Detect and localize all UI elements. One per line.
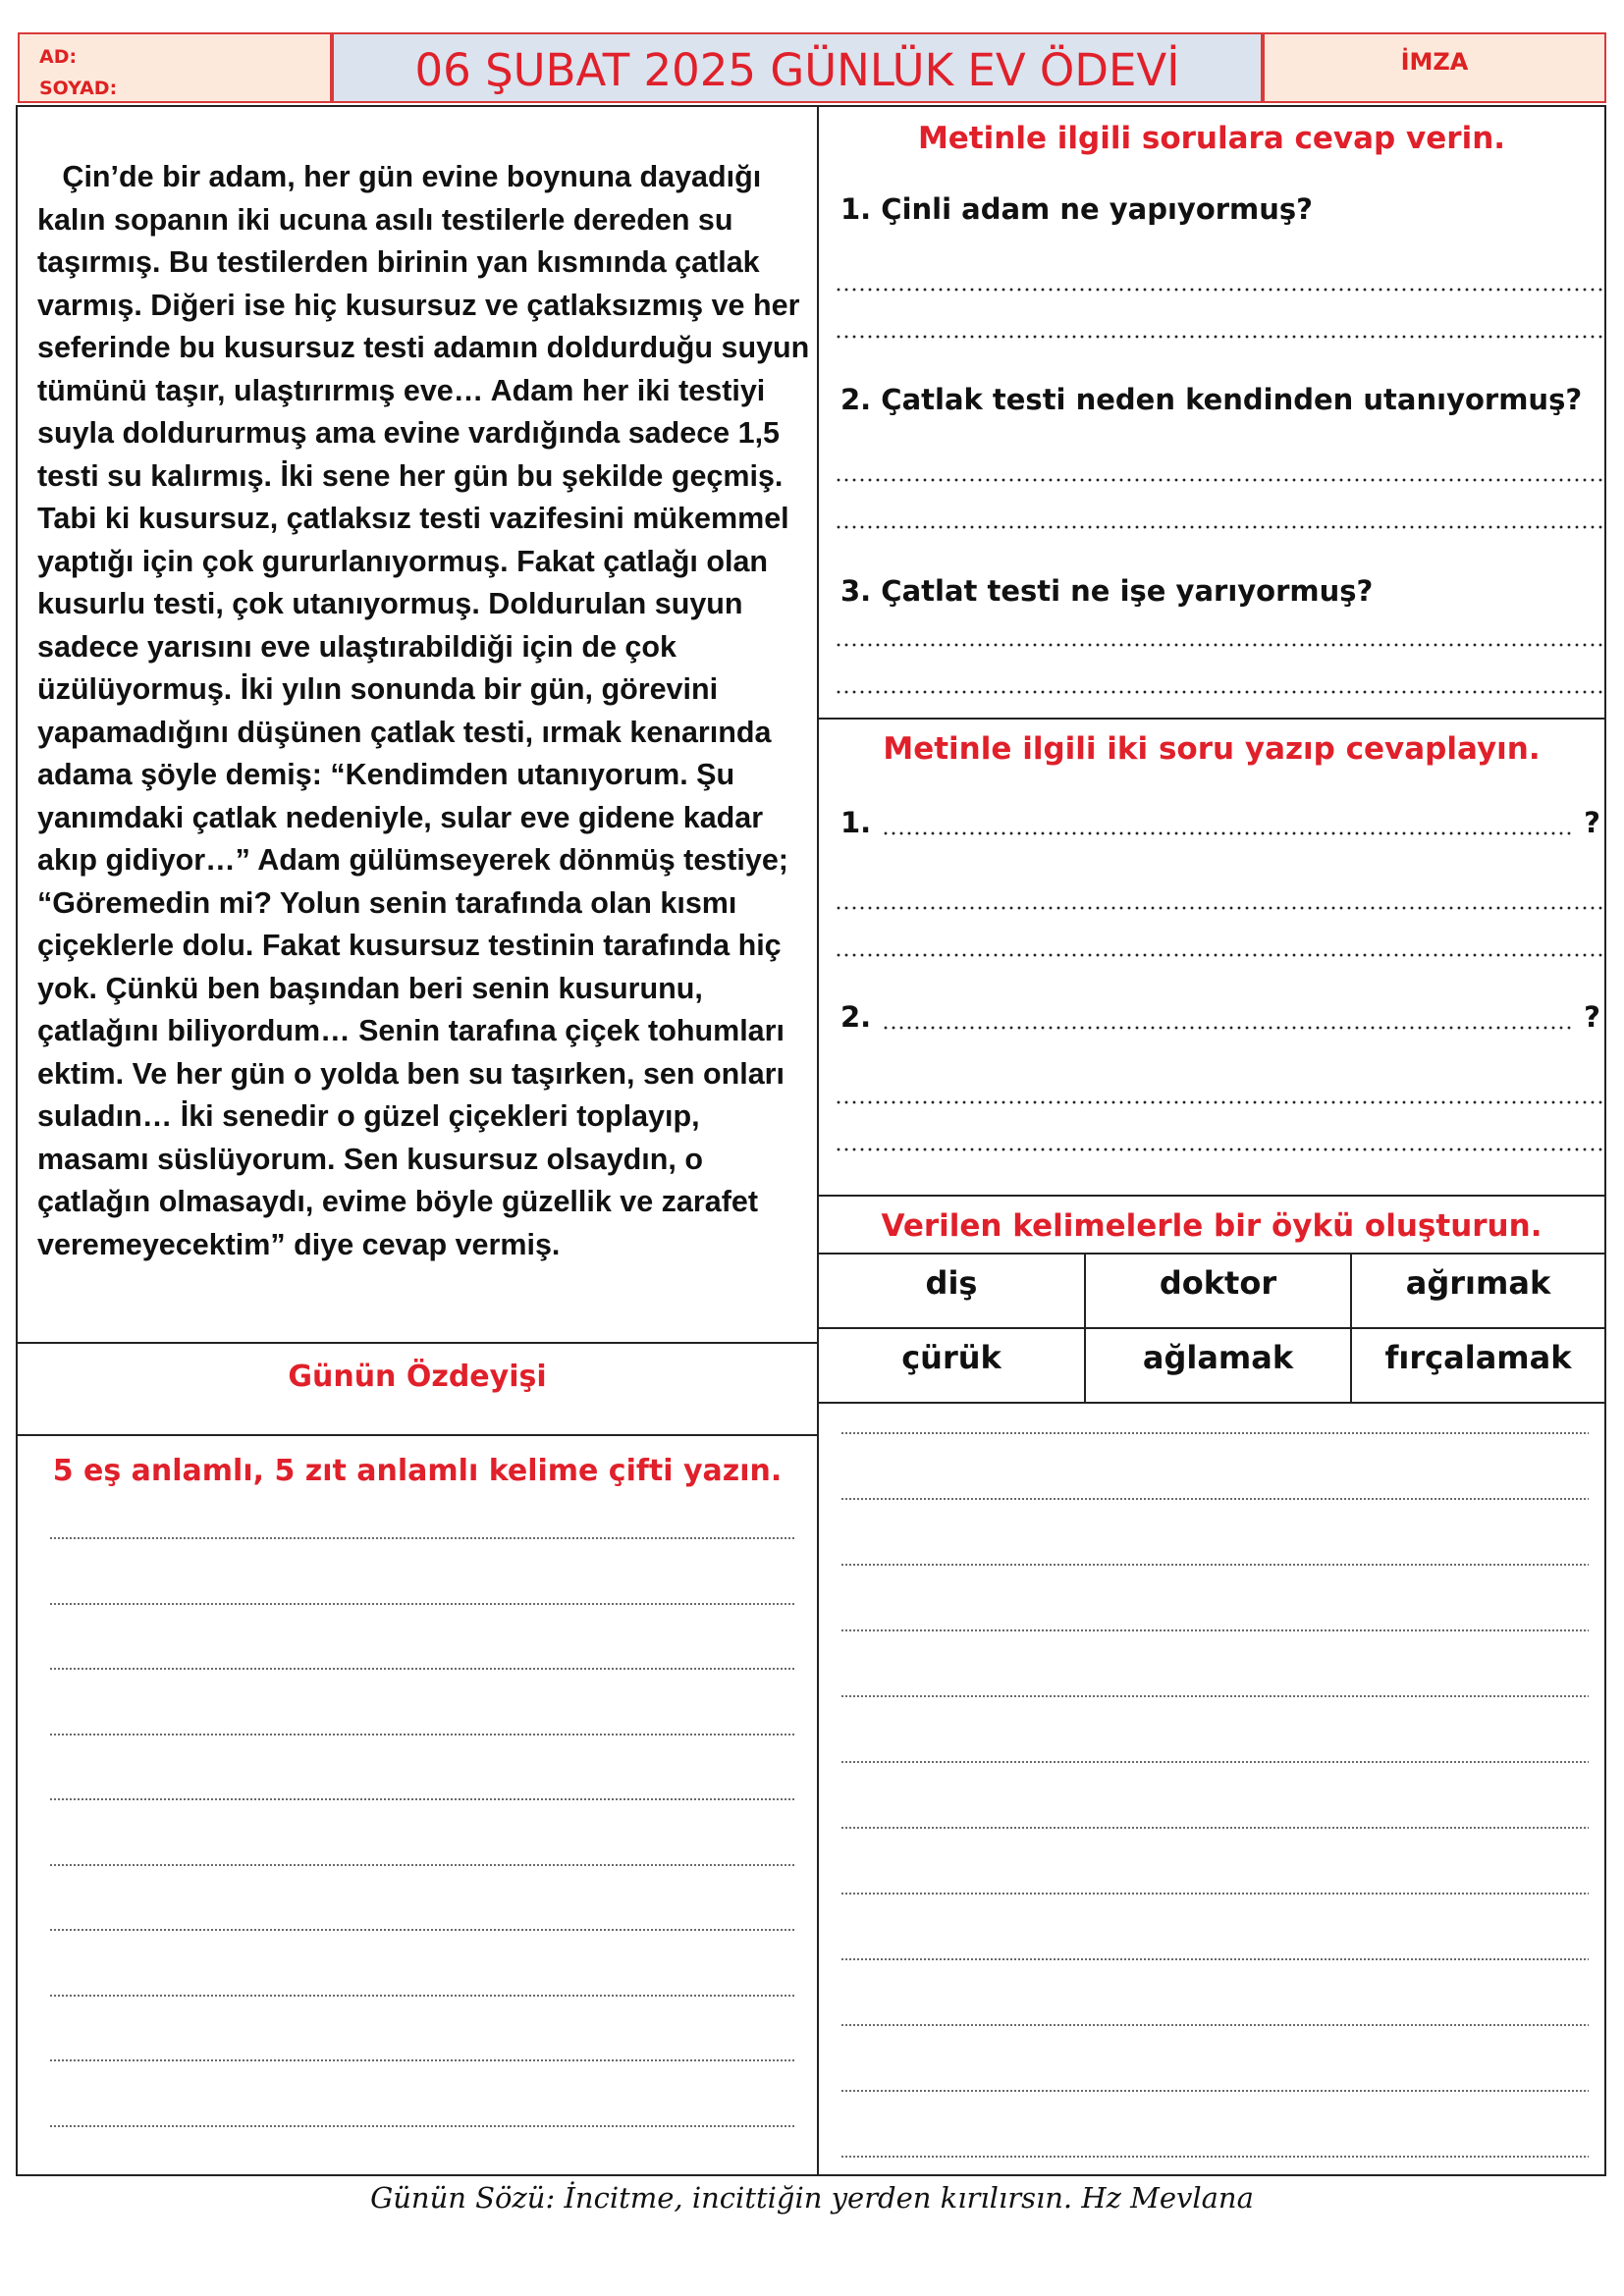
name-label: AD: — [39, 46, 78, 68]
story-words-section — [817, 1195, 1606, 2176]
story-line: veremeyecektim” diye cevap vermiş. — [37, 1227, 561, 1261]
story-line: kusurlu testi, çok utanıyormuş. Doldurulan suyun — [37, 587, 743, 620]
writing-line[interactable] — [49, 1995, 795, 1997]
story-line: sadece yarısını eve ulaştırabildiği için de çok — [37, 629, 677, 664]
word-cell: ağlamak — [1086, 1329, 1352, 1404]
answer-line[interactable] — [835, 643, 1604, 647]
signature-box — [1263, 32, 1606, 103]
writing-line[interactable] — [49, 2059, 795, 2061]
story-line: üzülüyormuş. İki yılın sonunda bir gün, görevini — [37, 672, 719, 706]
story-line: çatlağını biliyordum… Senin tarafına çiçek tohumları — [37, 1014, 785, 1047]
writing-line[interactable] — [49, 2125, 795, 2127]
story-line: tümünü taşır, ulaştırırmış eve… Adam her iki testiyi — [37, 373, 766, 407]
writing-line[interactable] — [49, 1668, 795, 1670]
question-mark: ? — [1584, 806, 1600, 839]
writing-line[interactable] — [49, 1864, 795, 1866]
story-line: “Göremedin mi? Yolun senin tarafında olan kısmı — [37, 885, 737, 920]
story-panel — [16, 105, 819, 1344]
writing-line[interactable] — [49, 1537, 795, 1539]
story-line: yanımdaki çatlak nedeniyle, sular eve gidene kadar — [37, 800, 764, 834]
own-questions-section-title: Metinle ilgili iki soru yazıp cevaplayın. — [883, 731, 1541, 767]
story-line: yaptığı için çok gururlanıyormuş. Fakat çatlağı olan — [37, 544, 769, 578]
writing-line[interactable] — [840, 2156, 1589, 2158]
writing-line[interactable] — [840, 1629, 1589, 1631]
answer-line[interactable] — [835, 335, 1604, 339]
own-question-1-number: 1. — [840, 806, 872, 839]
synonyms-section — [16, 1434, 819, 2176]
writing-line[interactable] — [840, 1498, 1589, 1500]
page-title: 06 ŞUBAT 2025 GÜNLÜK EV ÖDEVİ — [414, 44, 1180, 96]
word-grid — [819, 1253, 1604, 1404]
story-line: taşırmış. Bu testilerden birinin yan kısmında çatlak — [37, 245, 760, 279]
story-line: akıp gidiyor…” Adam gülümseyerek dönmüş testiye; — [37, 843, 788, 877]
answer-line[interactable] — [835, 1148, 1604, 1151]
story-line: testi su kalırmış. İki sene her gün bu şekilde geçmiş. — [37, 458, 784, 493]
signature-label: İMZA — [1400, 48, 1469, 76]
story-line: Çin’de bir adam, her gün evine boynuna dayadığı — [37, 160, 762, 193]
story-line: ektim. Ve her gün o yolda ben su taşırken, sen onları — [37, 1056, 785, 1091]
writing-line[interactable] — [49, 1734, 795, 1735]
name-box — [18, 32, 332, 103]
questions-section-title: Metinle ilgili sorulara cevap verin. — [917, 121, 1506, 156]
story-line: çatlağın olmasaydı, evime böyle güzellik ve zarafet — [37, 1185, 758, 1218]
writing-line[interactable] — [49, 1929, 795, 1931]
question-1: 1. Çinli adam ne yapıyormuş? — [840, 192, 1314, 226]
story-line: suyla doldururmuş ama evine vardığında sadece 1,5 — [37, 416, 781, 450]
answer-line[interactable] — [835, 953, 1604, 957]
word-cell: çürük — [819, 1329, 1086, 1404]
writing-line[interactable] — [840, 2090, 1589, 2092]
word-cell: doktor — [1086, 1255, 1352, 1329]
story-line: kalın sopanın iki ucuna asılı testilerle dereden su — [37, 202, 733, 237]
word-cell: ağrımak — [1352, 1255, 1604, 1329]
question-2: 2. Çatlak testi neden kendinden utanıyormuş? — [840, 383, 1583, 416]
story-line: seferinde bu kusursuz testi adamın doldurduğu suyun — [37, 331, 810, 364]
answer-line[interactable] — [835, 1100, 1604, 1104]
writing-line[interactable] — [49, 1603, 795, 1605]
own-questions-section — [817, 718, 1606, 1197]
quote-section-title: Günün Özdeyişi — [288, 1360, 547, 1394]
writing-line[interactable] — [840, 1695, 1589, 1697]
story-line: adama şöyle demiş: “Kendimden utanıyorum. Şu — [37, 758, 735, 791]
story-words-section-title: Verilen kelimelerle bir öykü oluşturun. — [881, 1208, 1543, 1244]
writing-line[interactable] — [840, 1827, 1589, 1829]
answer-line[interactable] — [835, 690, 1604, 694]
writing-line[interactable] — [840, 1564, 1589, 1566]
answer-line[interactable] — [835, 906, 1604, 910]
synonyms-section-title: 5 eş anlamlı, 5 zıt anlamlı kelime çifti yazın. — [52, 1454, 783, 1488]
quote-section — [16, 1342, 819, 1436]
surname-label: SOYAD: — [39, 78, 118, 99]
story-text — [37, 156, 823, 1266]
own-question-1-line[interactable] — [882, 831, 1571, 835]
writing-line[interactable] — [840, 1893, 1589, 1895]
answer-line[interactable] — [835, 478, 1604, 482]
story-line: Tabi ki kusursuz, çatlaksız testi vazifesini mükemmel — [37, 502, 789, 535]
own-question-2-line[interactable] — [882, 1026, 1571, 1030]
word-cell: diş — [819, 1255, 1086, 1329]
question-mark: ? — [1584, 1000, 1600, 1034]
answer-line[interactable] — [835, 525, 1604, 529]
story-line: varmış. Diğeri ise hiç kusursuz ve çatlaksızmış ve her — [37, 288, 800, 322]
story-line: masamı süslüyorum. Sen kusursuz olsaydın, o — [37, 1142, 703, 1176]
story-line: çiçeklerle dolu. Fakat kusursuz testinin tarafında hiç — [37, 929, 782, 962]
writing-line[interactable] — [840, 1761, 1589, 1763]
story-line: yapamadığını düşünen çatlak testi, ırmak kenarında — [37, 715, 772, 749]
writing-line[interactable] — [840, 2024, 1589, 2026]
writing-line[interactable] — [840, 1958, 1589, 1960]
questions-section — [817, 105, 1606, 720]
word-cell: fırçalamak — [1352, 1329, 1604, 1404]
story-line: suladın… İki senedir o güzel çiçekleri toplayıp, — [37, 1099, 700, 1133]
writing-line[interactable] — [840, 1432, 1589, 1434]
own-question-2-number: 2. — [840, 1000, 872, 1034]
writing-line[interactable] — [49, 1798, 795, 1800]
story-line: yok. Çünkü ben başından beri senin kusurunu, — [37, 971, 703, 1005]
question-3: 3. Çatlat testi ne işe yarıyormuş? — [840, 574, 1374, 608]
page-title-box — [332, 32, 1263, 103]
answer-line[interactable] — [835, 288, 1604, 292]
footer-quote: Günün Sözü: İncitme, incittiğin yerden kırılırsın. Hz Mevlana — [370, 2181, 1254, 2215]
